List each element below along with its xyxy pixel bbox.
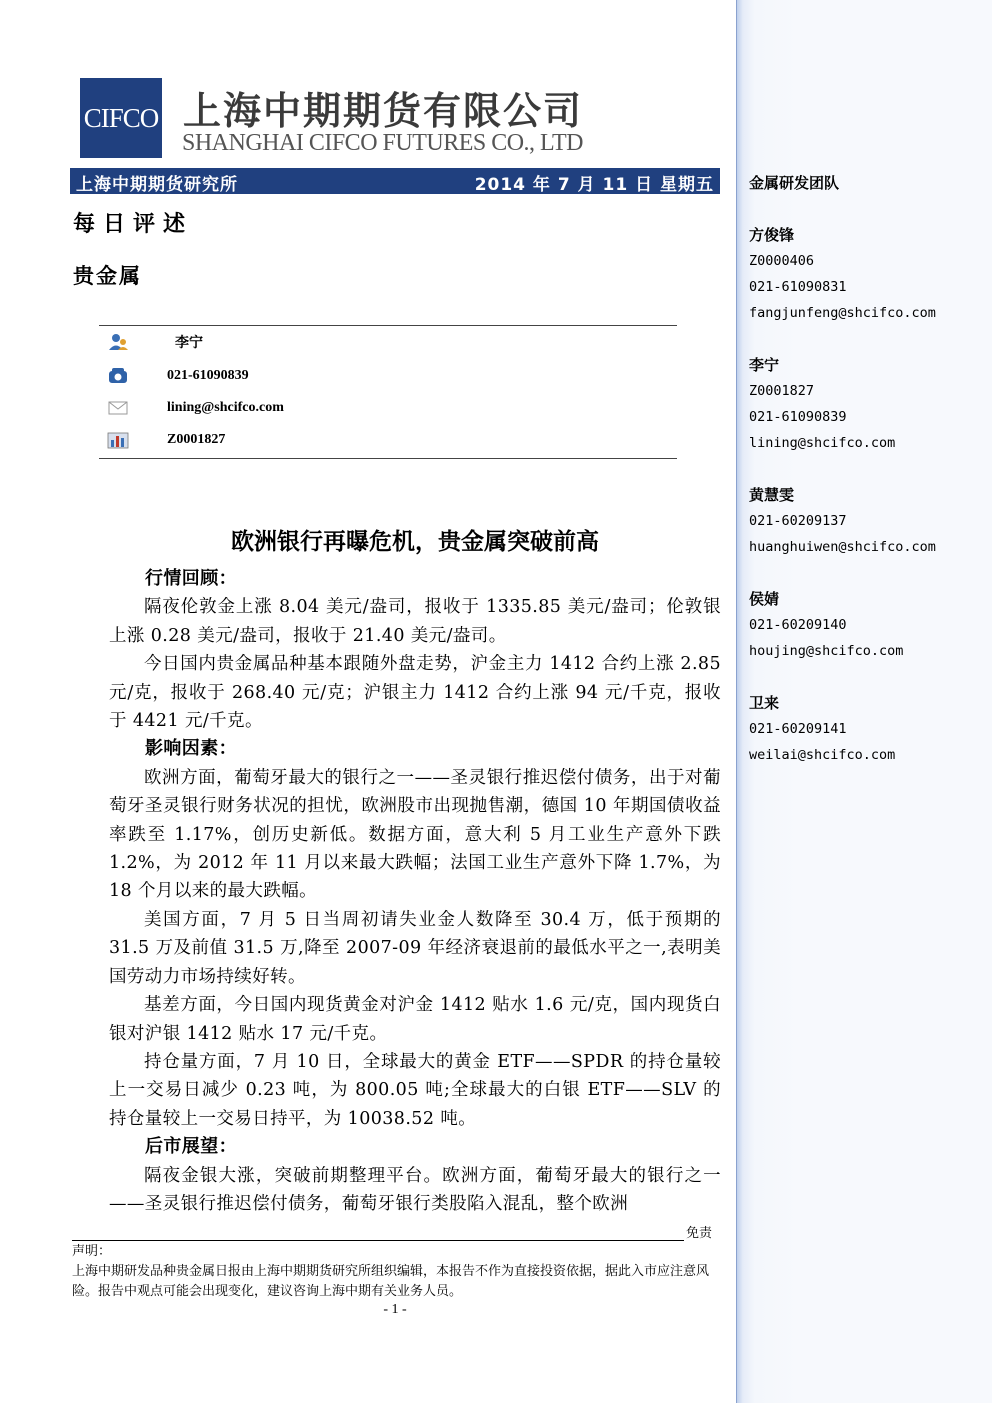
team-member xyxy=(749,222,936,326)
author-box xyxy=(99,325,677,459)
sidebar-title: 金属研发团队 xyxy=(749,174,840,192)
team-member-info: 021-61090831 xyxy=(749,279,847,295)
person-icon xyxy=(107,333,129,351)
company-name-cn: 上海中期期货有限公司 xyxy=(183,89,584,133)
disclaimer xyxy=(72,1242,722,1302)
disclaimer-tag: 免责 xyxy=(686,1226,713,1241)
disclaimer-label: 声明： xyxy=(72,1244,112,1259)
article-paragraph: 隔夜伦敦金上涨 8.04 美元/盎司，报收于 1335.85 美元/盎司；伦敦银上涨 0.28 美元/盎司，报收于 21.40 美元/盎司。 xyxy=(109,597,721,646)
author-email[interactable]: lining@shcifco.com xyxy=(167,400,284,415)
article-paragraph: 今日国内贵金属品种基本跟随外盘走势，沪金主力 1412 合约上涨 2.85 元/克，报收于 268.40 元/克；沪银主力 1412 合约上涨 94 元/千克，报收于 4421 元/千克。 xyxy=(109,654,721,732)
team-member-info: Z0000406 xyxy=(749,253,815,269)
team-member xyxy=(749,352,895,456)
report-type: 每日评述 xyxy=(73,212,194,237)
section-heading: 影响因素： xyxy=(145,738,237,760)
team-member-name: 李宁 xyxy=(749,356,780,374)
team-member-name: 侯婧 xyxy=(749,590,780,608)
page-number: - 1 - xyxy=(383,1302,407,1317)
author-name: 李宁 xyxy=(175,336,203,351)
author-license: Z0001827 xyxy=(167,432,226,447)
team-member-email[interactable]: houjing@shcifco.com xyxy=(749,643,904,659)
mail-icon xyxy=(107,399,129,417)
team-member-name: 方俊锋 xyxy=(749,226,795,244)
team-member xyxy=(749,482,936,560)
author-phone: 021-61090839 xyxy=(167,368,249,383)
team-member-email[interactable]: fangjunfeng@shcifco.com xyxy=(749,305,936,321)
disclaimer-text: 上海中期研发品种贵金属日报由上海中期期货研究所组织编辑，本报告不作为直接投资依据，据此入市应注意风险。报告中观点可能会出现变化，建议咨询上海中期有关业务人员。 xyxy=(72,1264,710,1299)
author-phone-row xyxy=(99,364,249,388)
cifco-logo xyxy=(80,78,162,158)
header-bar xyxy=(70,168,720,194)
team-member xyxy=(749,586,903,664)
team-member-name: 卫来 xyxy=(749,694,780,712)
article-title: 欧洲银行再曝危机，贵金属突破前高 xyxy=(231,529,599,555)
sidebar-team-panel xyxy=(736,0,992,1403)
section-heading: 后市展望： xyxy=(145,1136,237,1158)
team-member-info: 021-61090839 xyxy=(749,409,847,425)
team-member-info: Z0001827 xyxy=(749,383,815,399)
team-member-email[interactable]: lining@shcifco.com xyxy=(749,435,896,451)
logo-text: CIFCO xyxy=(83,102,159,133)
author-email-row xyxy=(99,396,284,420)
phone-icon xyxy=(107,367,129,385)
section-heading: 行情回顾： xyxy=(145,568,237,589)
article-paragraph: 持仓量方面，7 月 10 日，全球最大的黄金 ETF——SPDR 的持仓量较上一交易日减少 0.23 吨，为 800.05 吨;全球最大的白银 ETF——SLV 的持仓量较上一交易日持平，为 10038.52 吨。 xyxy=(109,1051,721,1129)
author-license-row xyxy=(99,428,226,452)
article-paragraph: 隔夜金银大涨，突破前期整理平台。欧洲方面，葡萄牙最大的银行之一——圣灵银行推迟偿付债务，葡萄牙银行类股陷入混乱，整个欧洲 xyxy=(109,1165,721,1214)
team-member-email[interactable]: weilai@shcifco.com xyxy=(749,747,896,763)
team-member-info: 021-60209141 xyxy=(749,721,847,737)
chart-icon xyxy=(107,431,129,449)
team-member-info: 021-60209140 xyxy=(749,617,847,633)
institute-name: 上海中期期货研究所 xyxy=(76,175,238,195)
team-member-name: 黄慧雯 xyxy=(749,486,795,504)
article-paragraph: 欧洲方面，葡萄牙最大的银行之一——圣灵银行推迟偿付债务，出于对葡萄牙圣灵银行财务状况的担忧，欧洲股市出现抛售潮，德国 10 年期国债收益率跌至 1.17%，创历史新低。数据方面，意大利 5 月工业生产意外下跌 1.2%，为 2012 年 11 月以来最大跌幅；法国工业生产意外下降 1.7%，为 18 个月以来的最大跌幅。 xyxy=(109,767,721,902)
article-paragraph: 美国方面，7 月 5 日当周初请失业金人数降至 30.4 万，低于预期的 31.5 万及前值 31.5 万,降至 2007-09 年经济衰退前的最低水平之一,表明美国劳动力市场持续好转。 xyxy=(109,909,721,987)
author-name-row xyxy=(99,330,203,354)
team-member xyxy=(749,690,895,768)
article-paragraph: 基差方面，今日国内现货黄金对沪金 1412 贴水 1.6 元/克，国内现货白银对沪银 1412 贴水 17 元/千克。 xyxy=(109,995,721,1044)
team-member-info: 021-60209137 xyxy=(749,513,847,529)
article-body xyxy=(109,565,721,1218)
report-date: 2014 年 7 月 11 日 星期五 xyxy=(474,175,714,195)
team-member-email[interactable]: huanghuiwen@shcifco.com xyxy=(749,539,936,555)
disclaimer-divider xyxy=(72,1240,684,1241)
company-name-en: SHANGHAI CIFCO FUTURES CO., LTD xyxy=(182,130,583,156)
sector-title: 贵金属 xyxy=(73,264,142,288)
